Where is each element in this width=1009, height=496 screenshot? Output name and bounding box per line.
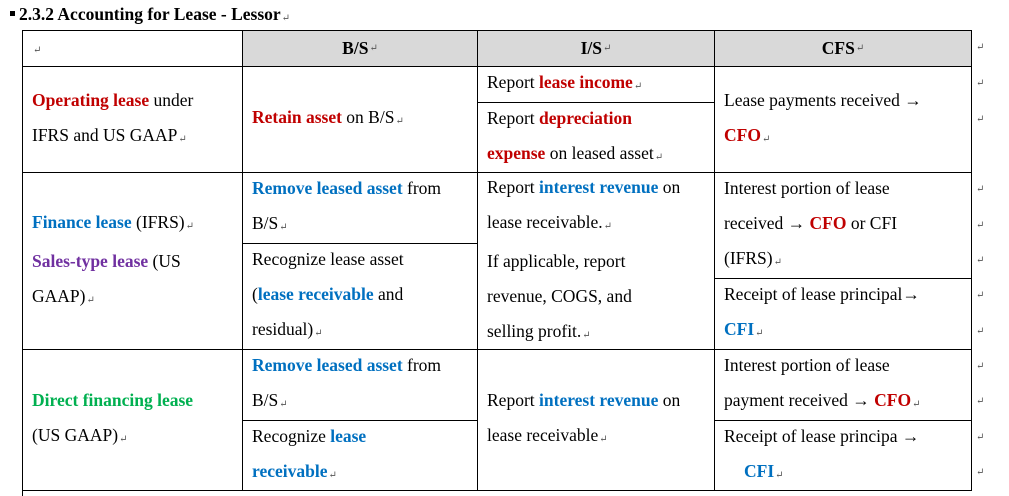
header-blank: ↵ [33,45,42,56]
direct-cfs-cell-1: Interest portion of lease payment received → CFO↵ [724,355,921,410]
row-label-direct-financing-lease: Direct financing lease (US GAAP)↵ [32,390,194,445]
direct-bs-cell-2: Recognize lease receivable↵ [252,425,367,481]
row-label-finance-lease: Finance lease (IFRS)↵ Sales-type lease (US GAAP)↵ [32,211,195,306]
finance-bs-cell-1: Remove leased asset from B/S↵ [252,178,442,233]
row-label-operating-lease: Operating lease under IFRS and US GAAP↵ [32,89,194,145]
finance-cfs-cell-2: Receipt of lease principal→ CFI↵ [724,284,920,339]
section-heading: 2.3.2 Accounting for Lease - Lessor↵ [4,3,290,25]
operating-is-cell-1: Report lease income↵ [487,72,643,92]
header-is: I/S ↵ [478,31,714,66]
finance-bs-cell-2: Recognize lease asset (lease receivable and residual)↵ [252,249,404,339]
operating-cfs-cell: Lease payments received → CFO↵ [724,89,922,145]
direct-cfs-cell-2: Receipt of lease principa → CFI↵ [724,425,920,481]
finance-is-cell: Report interest revenue on lease receivable.↵ If applicable, report revenue, COGS, and selling profit.↵ [487,176,681,341]
direct-is-cell: Report interest revenue on lease receivable↵ [487,390,681,445]
paragraph-mark: ↵ [281,13,291,24]
finance-cfs-cell-1: Interest portion of lease received → CFO or CFI (IFRS)↵ [724,178,898,268]
operating-is-cell-2: Report depreciation expense on leased asset↵ [487,107,664,163]
header-bs: B/S ↵ [243,31,477,66]
operating-bs-cell: Retain asset on B/S↵ [252,107,404,127]
bullet-icon [10,11,15,16]
direct-bs-cell-1: Remove leased asset from B/S↵ [252,355,442,410]
header-cfs: CFS ↵ [715,31,971,66]
